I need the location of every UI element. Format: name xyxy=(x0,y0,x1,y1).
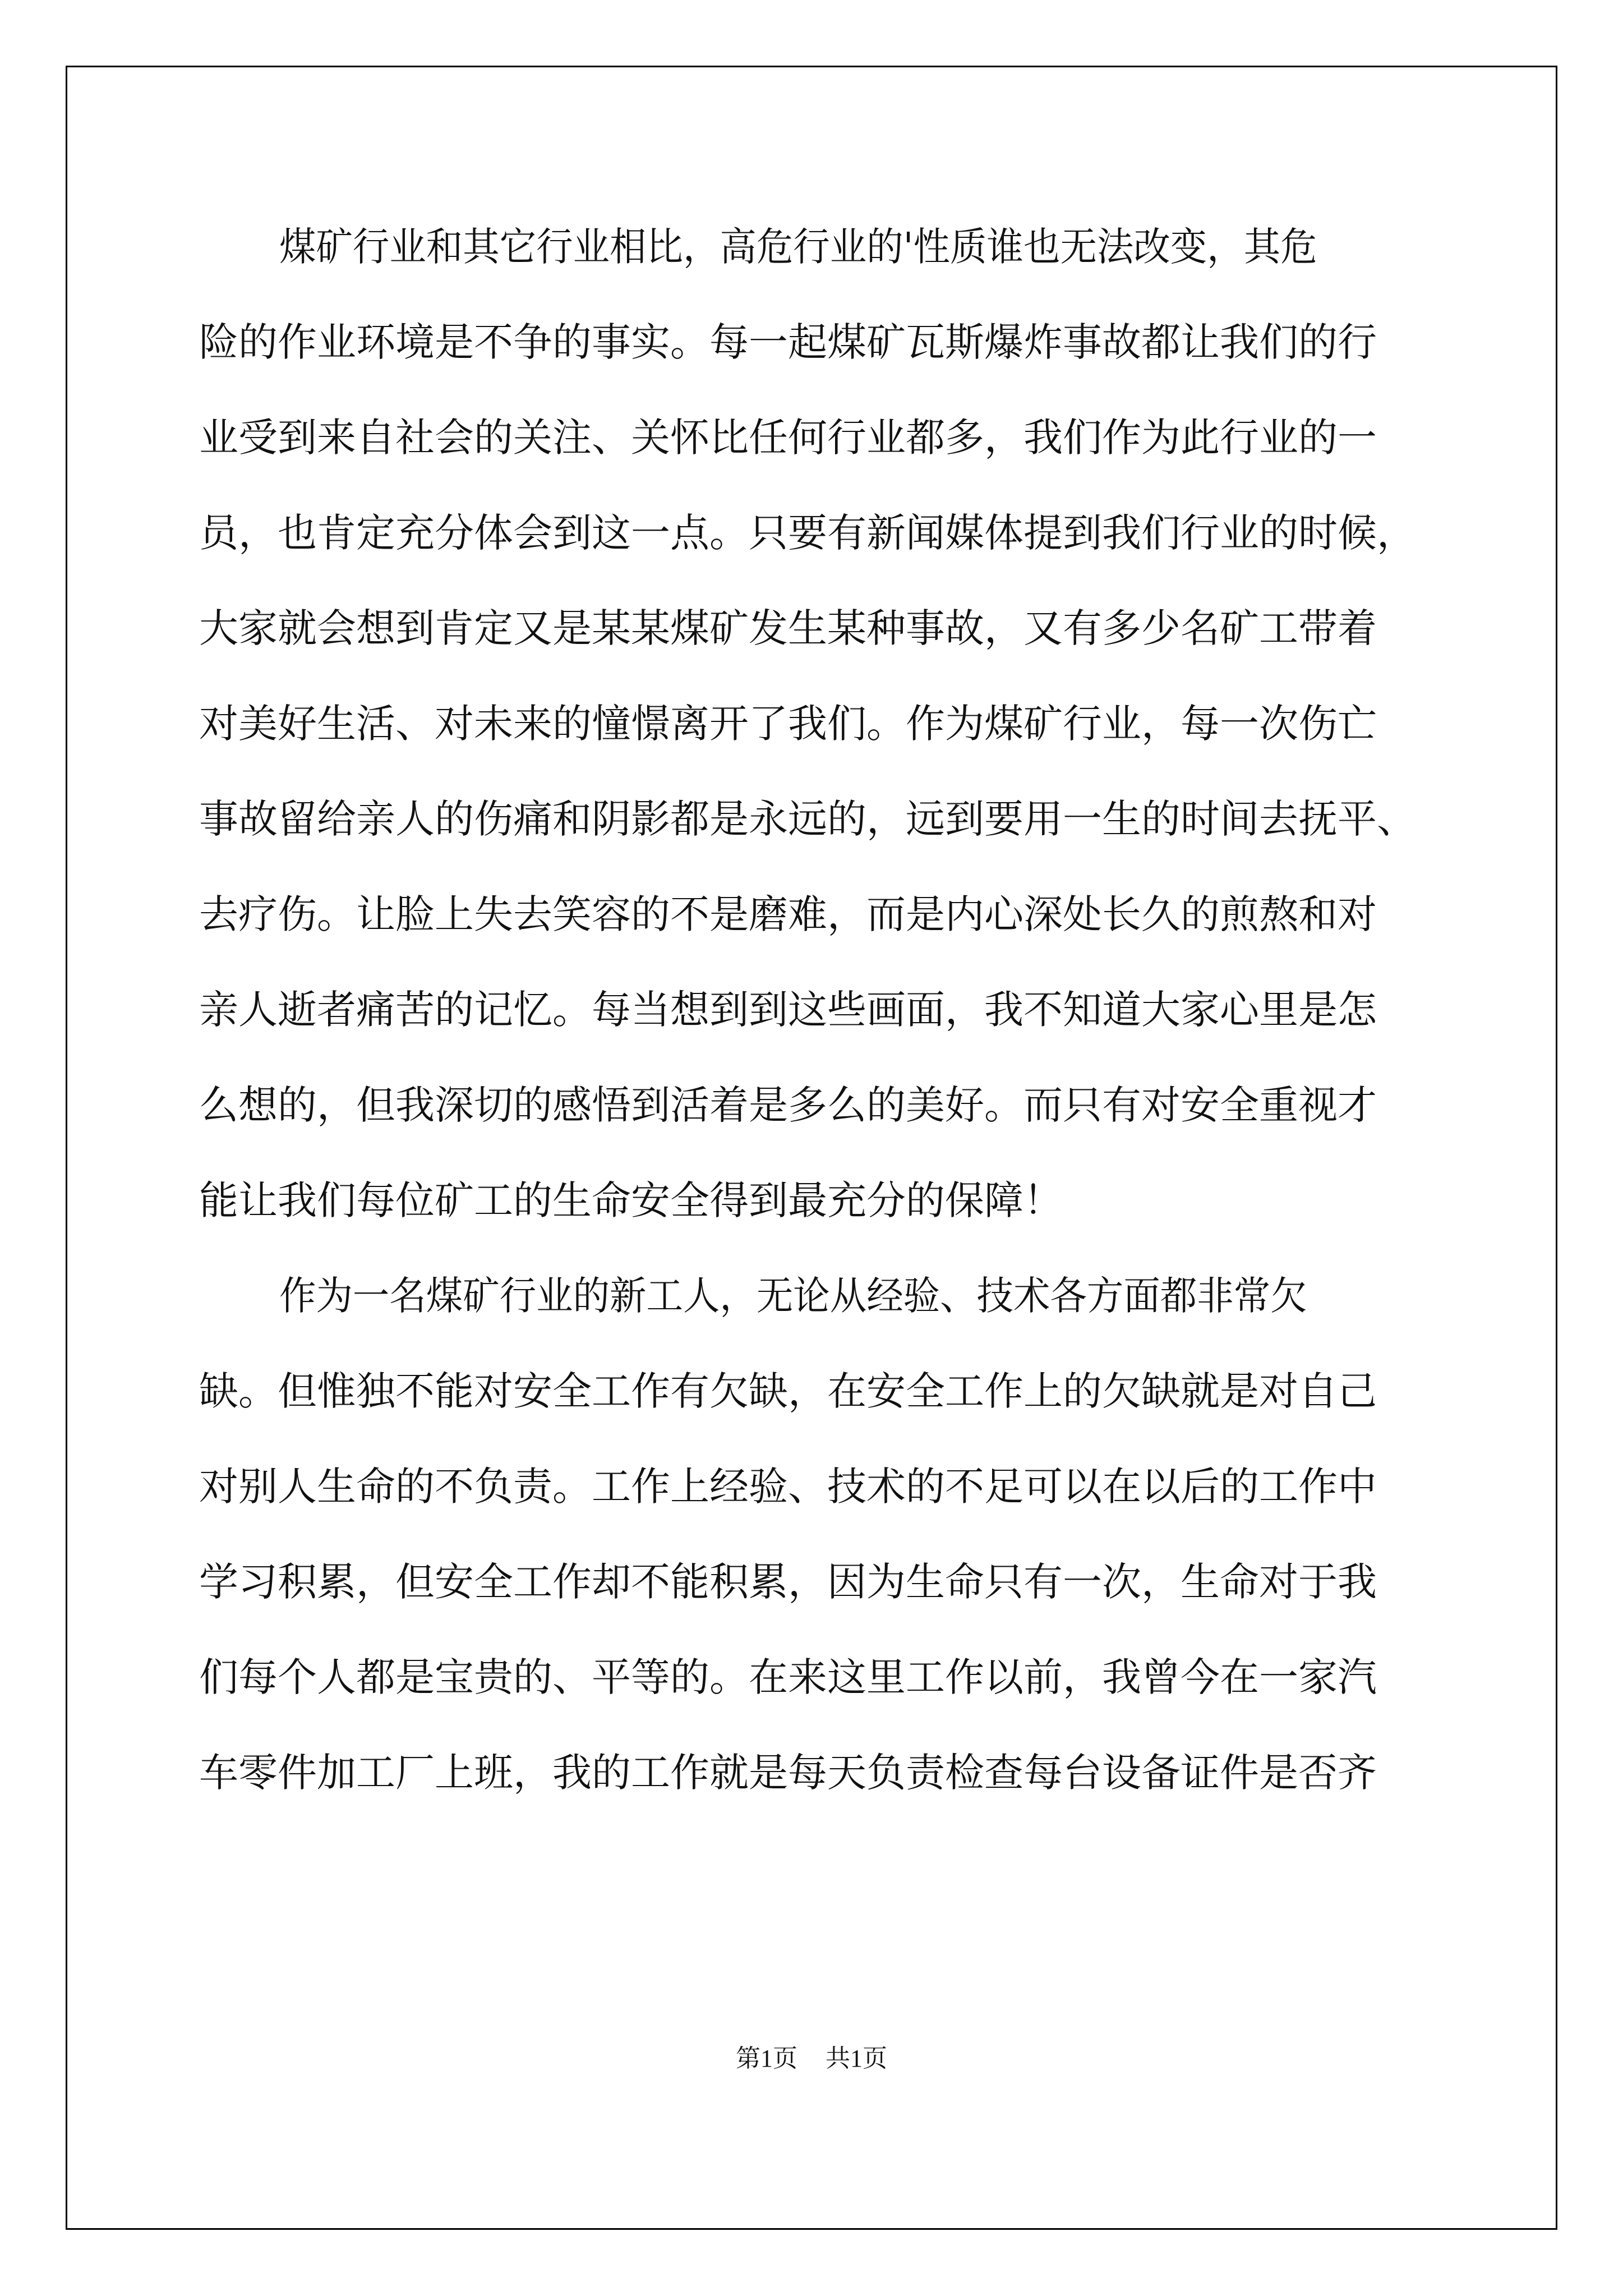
body-text-line: 大家就会想到肯定又是某某煤矿发生某种事故，又有多少名矿工带着 xyxy=(199,605,1377,651)
body-text-line: 亲人逝者痛苦的记忆。每当想到到这些画面，我不知道大家心里是怎 xyxy=(199,987,1377,1033)
body-text-line: 们每个人都是宝贵的、平等的。在来这里工作以前，我曾今在一家汽 xyxy=(199,1654,1377,1700)
body-text-line: 对美好生活、对未来的憧憬离开了我们。作为煤矿行业，每一次伤亡 xyxy=(199,701,1377,747)
page-frame xyxy=(66,66,1557,2230)
body-text-line: 业受到来自社会的关注、关怀比任何行业都多，我们作为此行业的一 xyxy=(199,415,1377,461)
body-text-line: 作为一名煤矿行业的新工人，无论从经验、技术各方面都非常欠 xyxy=(279,1273,1307,1319)
body-text-line: 险的作业环境是不争的事实。每一起煤矿瓦斯爆炸事故都让我们的行 xyxy=(199,319,1377,365)
body-text-line: 学习积累，但安全工作却不能积累，因为生命只有一次，生命对于我 xyxy=(199,1559,1377,1605)
body-text-line: 能让我们每位矿工的生命安全得到最充分的保障！ xyxy=(199,1177,1063,1223)
body-text-line: 事故留给亲人的伤痛和阴影都是永远的，远到要用一生的时间去抚平、 xyxy=(199,796,1416,842)
page-footer xyxy=(0,2042,1623,2076)
body-text-line: 缺。但惟独不能对安全工作有欠缺，在安全工作上的欠缺就是对自己 xyxy=(199,1368,1377,1414)
body-text-line: 对别人生命的不负责。工作上经验、技术的不足可以在以后的工作中 xyxy=(199,1464,1377,1510)
body-text-line: 么想的，但我深切的感悟到活着是多么的美好。而只有对安全重视才 xyxy=(199,1082,1377,1128)
body-text-line: 去疗伤。让脸上失去笑容的不是磨难，而是内心深处长久的煎熬和对 xyxy=(199,891,1377,937)
body-text-line: 煤矿行业和其它行业相比，高危行业的'性质谁也无法改变，其危 xyxy=(279,224,1317,270)
body-text-line: 员，也肯定充分体会到这一点。只要有新闻媒体提到我们行业的时候， xyxy=(199,510,1416,556)
page-number: 第1页 xyxy=(736,2045,797,2072)
page-total: 共1页 xyxy=(826,2045,887,2072)
body-text-line: 车零件加工厂上班，我的工作就是每天负责检查每台设备证件是否齐 xyxy=(199,1750,1377,1796)
